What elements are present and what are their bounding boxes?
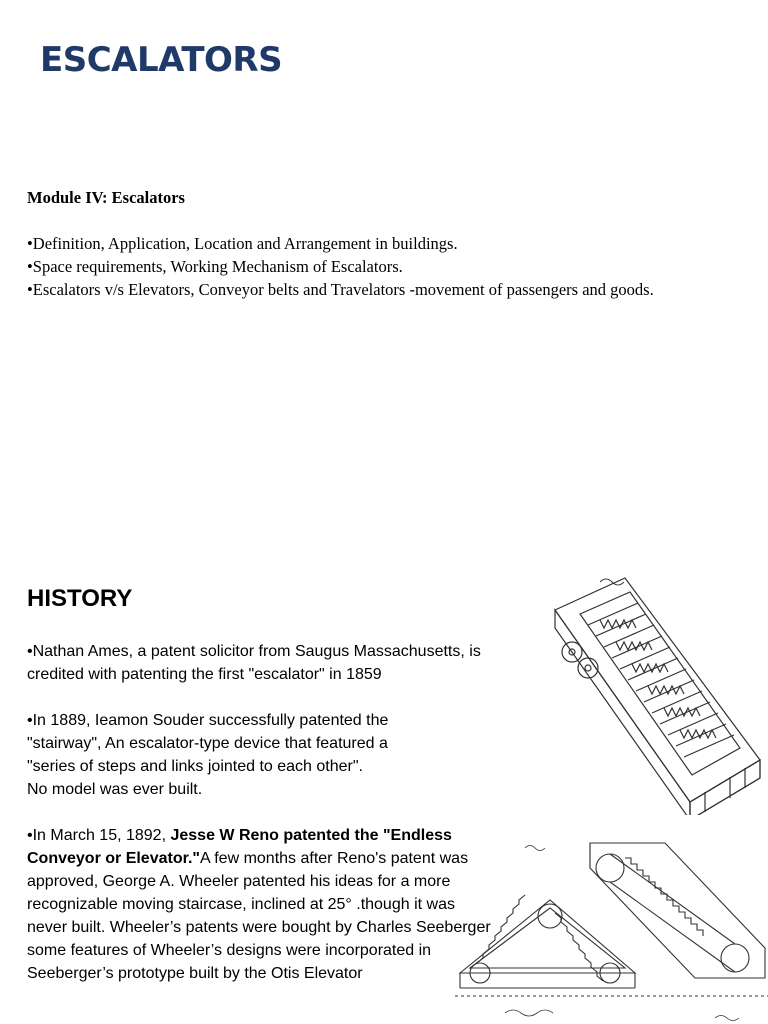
module-topic-item: •Definition, Application, Location and Arrangement in buildings. xyxy=(27,234,458,253)
history-line: "series of steps and links jointed to each other". xyxy=(27,758,363,775)
history-paragraph-ames: •Nathan Ames, a patent solicitor from Saugus Massachusetts, is credited with patenting the first "escalator" in 1859 xyxy=(27,643,481,683)
module-heading: Module IV: Escalators xyxy=(27,188,185,207)
module-topic-item: •Escalators v/s Elevators, Conveyor belts and Travelators -movement of passengers and goods. xyxy=(27,280,654,299)
module-topic-list xyxy=(27,232,762,301)
reno-rest-text: A few months after Reno's patent was approved, George A. Wheeler patented his ideas for a more recognizable moving staircase, inclined at 25° .though it was never built. Wheeler’s patents were bought by Charles Seeberger some features of Wheeler’s designs were incorporated in Seeberger’s prototype built by the Otis Elevator xyxy=(27,850,491,982)
history-line: •In 1889, Ieamon Souder successfully patented the xyxy=(27,712,389,729)
reno-lead-text: •In March 15, 1892, xyxy=(27,827,171,844)
history-line: "stairway", An escalator-type device that featured a xyxy=(27,735,388,752)
escalator-patent-drawing-side-view xyxy=(455,828,768,1024)
module-topic-item: •Space requirements, Working Mechanism of Escalators. xyxy=(27,257,403,276)
history-body xyxy=(27,640,497,1008)
reno-patent-bold-text: Jesse W Reno patented the "Endless Conveyor or Elevator." xyxy=(27,827,452,867)
history-paragraph-souder xyxy=(27,709,497,801)
slide-title: ESCALATORS xyxy=(40,40,283,80)
history-paragraph-reno xyxy=(27,824,497,985)
module-section xyxy=(27,186,762,301)
escalator-patent-drawing-isometric xyxy=(540,570,765,815)
history-heading: HISTORY xyxy=(27,585,133,612)
history-line: No model was ever built. xyxy=(27,781,203,798)
